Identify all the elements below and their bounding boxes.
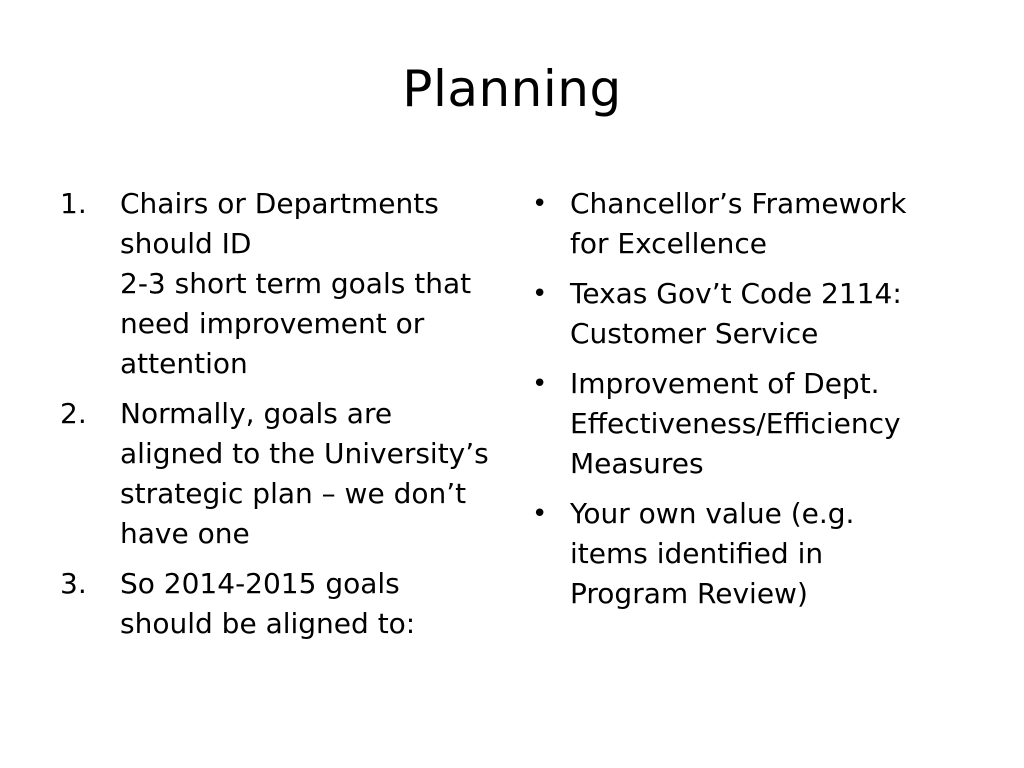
list-item <box>60 184 515 384</box>
bullet-icon: • <box>532 279 548 309</box>
list-item-text: Your own value (e.g. <box>570 497 855 530</box>
list-item-text: Chancellor’s Framework <box>570 187 907 220</box>
list-item-text: should be aligned to: <box>120 607 416 640</box>
list-item <box>530 184 950 264</box>
list-item-text: Improvement of Dept. <box>570 367 880 400</box>
list-item-text: 2-3 short term goals that <box>120 267 472 300</box>
list-item-text: So 2014-2015 goals <box>120 567 400 600</box>
list-item-text: items identified in <box>570 537 824 570</box>
list-item-text: have one <box>120 517 250 550</box>
list-item <box>530 364 950 484</box>
list-item-text: strategic plan – we don’t <box>120 477 467 510</box>
bullet-icon: • <box>532 499 548 529</box>
list-item-text: Normally, goals are <box>120 397 393 430</box>
list-item-text: should ID <box>120 227 252 260</box>
list-item <box>530 494 950 614</box>
list-number: 2. <box>60 397 87 430</box>
list-item <box>530 274 950 354</box>
list-item-text: Effectiveness/Efficiency <box>570 407 901 440</box>
list-item-text: Program Review) <box>570 577 808 610</box>
list-item <box>60 564 515 644</box>
bullet-icon: • <box>532 189 548 219</box>
list-item-text: aligned to the University’s <box>120 437 489 470</box>
list-number: 3. <box>60 567 87 600</box>
slide-title: Planning <box>402 60 622 118</box>
list-item-text: Texas Gov’t Code 2114: <box>570 277 902 310</box>
list-item-text: Customer Service <box>570 317 819 350</box>
list-item-text: attention <box>120 347 248 380</box>
list-item-text: need improvement or <box>120 307 425 340</box>
list-item-text: Chairs or Departments <box>120 187 439 220</box>
bullet-icon: • <box>532 369 548 399</box>
list-item-text: for Excellence <box>570 227 767 260</box>
list-number: 1. <box>60 187 87 220</box>
list-item-text: Measures <box>570 447 704 480</box>
numbered-list <box>60 184 515 654</box>
list-item <box>60 394 515 554</box>
bullet-list <box>530 184 950 624</box>
